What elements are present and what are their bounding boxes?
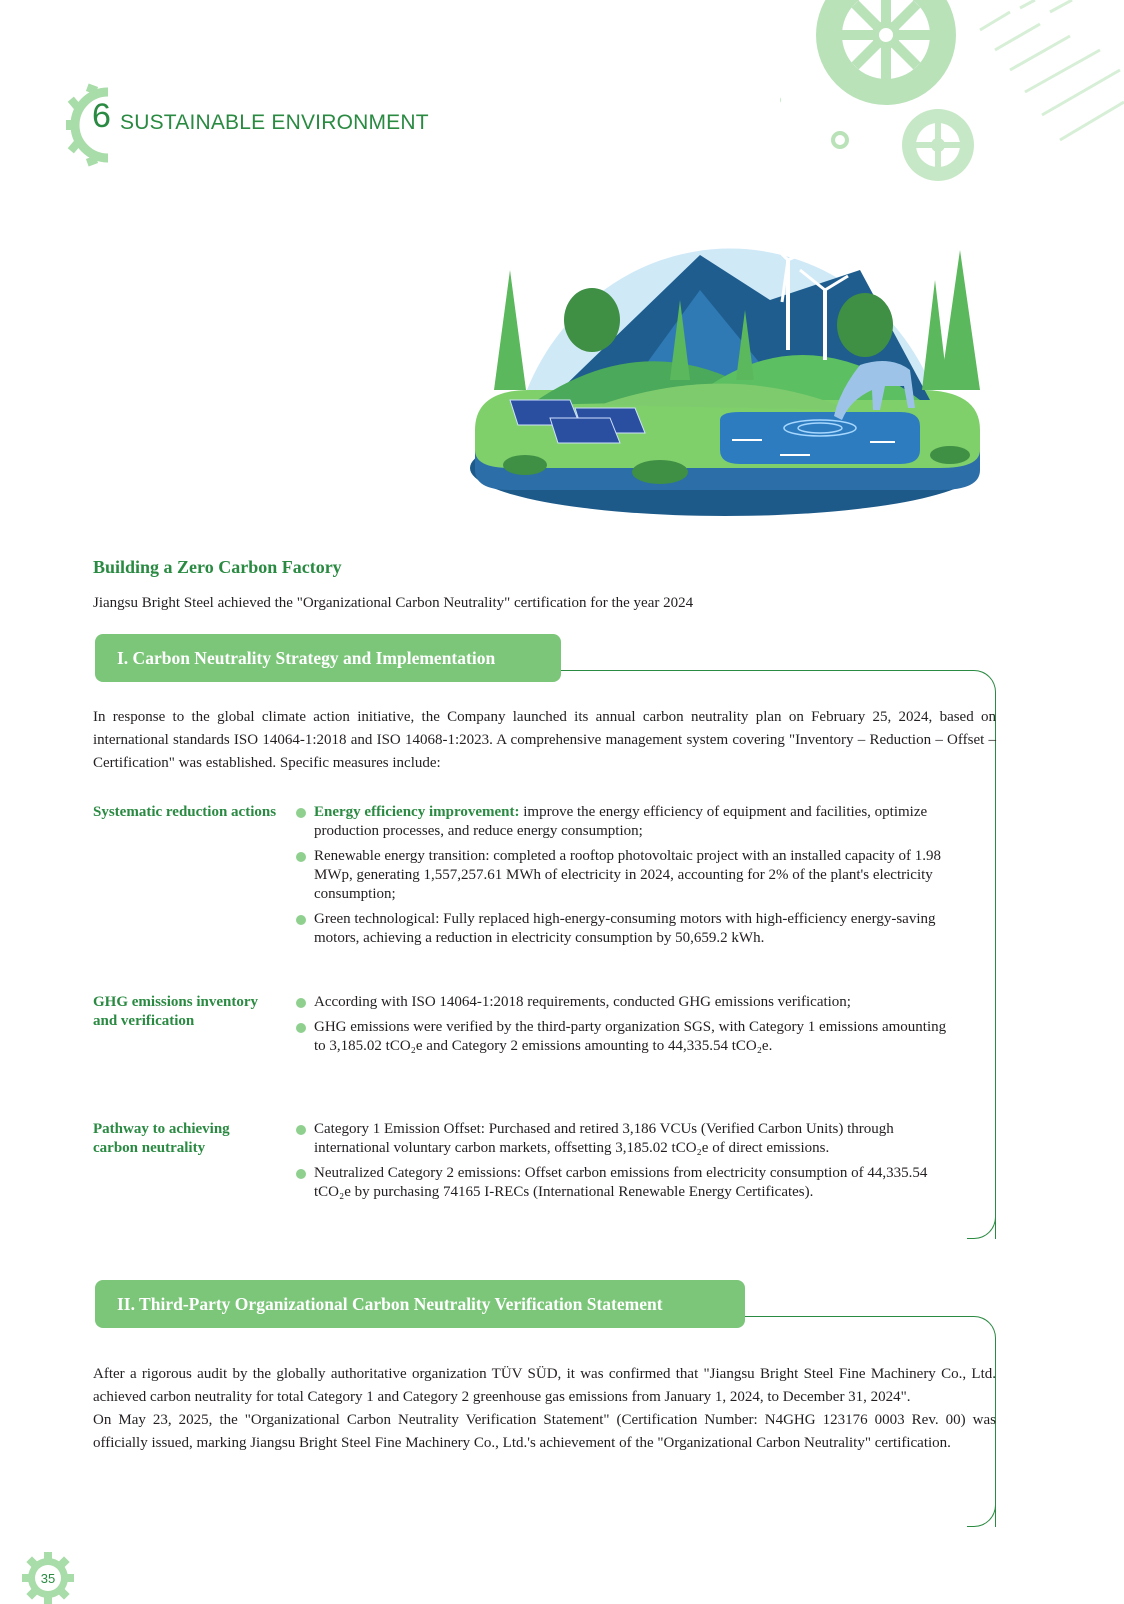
list-item: Energy efficiency improvement: improve the energy efficiency of equipment and facilities, optimize production processes, and reduce energy consumption;: [296, 803, 956, 841]
chapter-title: SUSTAINABLE ENVIRONMENT: [120, 111, 429, 134]
part1-banner: I. Carbon Neutrality Strategy and Implementation: [95, 634, 561, 682]
statement-paragraph: After a rigorous audit by the globally authoritative organization TÜV SÜD, it was confirmed that "Jiangsu Bright Steel Fine Machinery Co., Ltd. achieved carbon neutrality for total Category 1 and Category 2 greenhouse gas emissions from January 1, 2024, to December 31, 2024".: [93, 1366, 996, 1405]
list-item: Green technological: Fully replaced high-energy-consuming motors with high-efficiency energy-saving motors, achieving a reduction in electricity consumption by 50,659.2 kWh.: [296, 910, 956, 948]
part2-statement: [93, 1363, 996, 1455]
page-number: 35: [40, 1571, 56, 1586]
sustainable-landscape-illustration: [470, 150, 1010, 530]
page-number-gear-icon: [22, 1552, 74, 1604]
row-label-reduction: Systematic reduction actions: [93, 804, 277, 820]
list-item: According with ISO 14064-1:2018 requirements, conducted GHG emissions verification;: [296, 993, 956, 1012]
list-item: GHG emissions were verified by the third-party organization SGS, with Category 1 emissions amounting to 3,185.02 tCO₂e and Category 2 emissions amounting to 44,335.54 tCO₂e.: [296, 1018, 956, 1056]
row-label-pathway: Pathway to achieving carbon neutrality: [93, 1121, 230, 1156]
ghg-list: [296, 993, 956, 1062]
chapter-number: 6: [92, 97, 111, 135]
part2-banner: II. Third-Party Organizational Carbon Neutrality Verification Statement: [95, 1280, 745, 1328]
row-label-ghg: GHG emissions inventory and verification: [93, 994, 259, 1029]
part1-intro: In response to the global climate action initiative, the Company launched its annual carbon neutrality plan on February 25, 2024, based on international standards ISO 14064-1:2018 and ISO 14068-1:2023. A comprehensive management system covering "Inventory – Reduction – Offset – Certification" was established. Specific measures include:: [93, 709, 996, 771]
section-intro: Jiangsu Bright Steel achieved the "Organizational Carbon Neutrality" certification for the year 2024: [93, 595, 694, 611]
statement-paragraph: On May 23, 2025, the "Organizational Carbon Neutrality Verification Statement" (Certification Number: N4GHG 123176 0003 Rev. 00) was officially issued, marking Jiangsu Bright Steel Fine Machinery Co., Ltd.'s achievement of the "Organizational Carbon Neutrality" certification.: [93, 1412, 996, 1451]
reduction-list: [296, 803, 956, 954]
section-title: Building a Zero Carbon Factory: [93, 557, 342, 577]
list-item: Category 1 Emission Offset: Purchased and retired 3,186 VCUs (Verified Carbon Units) through international voluntary carbon markets, offsetting 3,185.02 tCO₂e of direct emissions.: [296, 1120, 956, 1158]
pathway-list: [296, 1120, 956, 1208]
list-item: Renewable energy transition: completed a rooftop photovoltaic project with an installed capacity of 1.98 MWp, generating 1,557,257.61 MWh of electricity in 2024, accounting for 2% of the plant's electricity consumption;: [296, 847, 956, 904]
list-item: Neutralized Category 2 emissions: Offset carbon emissions from electricity consumption of 44,335.54 tCO₂e by purchasing 74165 I-RECs (International Renewable Energy Certificates).: [296, 1164, 956, 1202]
